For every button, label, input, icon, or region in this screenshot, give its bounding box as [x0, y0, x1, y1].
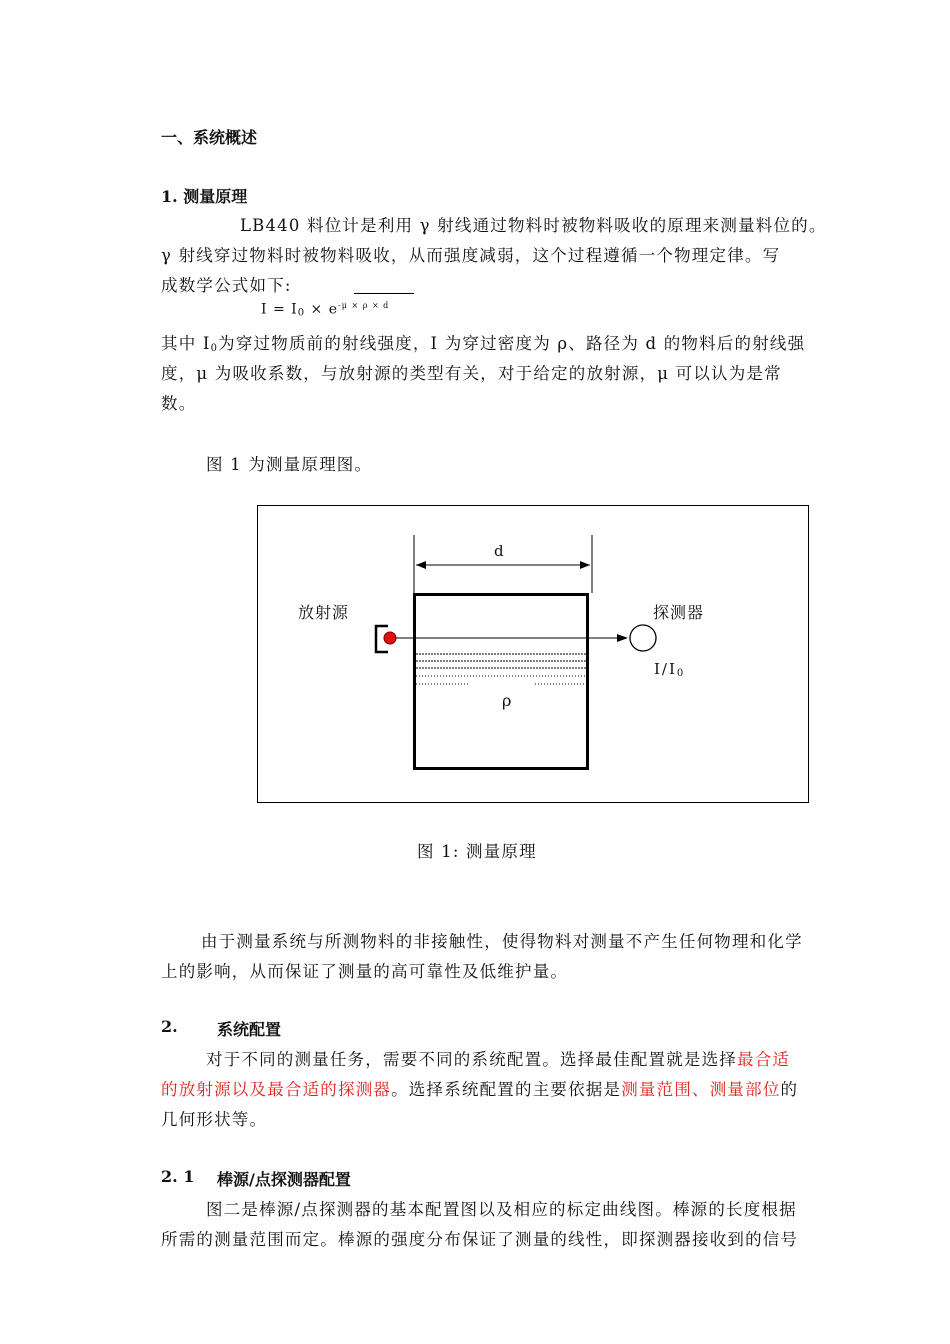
- paragraph-line: 其中 $I_0$为穿过物质前的射线强度，I 为穿过密度为 ρ、路径为 d 的物料后的射线强: [161, 334, 806, 354]
- section-2-1-number: 2. 1: [161, 1167, 195, 1186]
- figure-1-caption: 图 1: 测量原理: [417, 842, 537, 861]
- paragraph-line: 成数学公式如下:: [161, 276, 292, 295]
- paragraph-line: 的放射源以及最合适的探测器。选择系统配置的主要依据是测量范围、测量部位的: [161, 1080, 799, 1099]
- paragraph-line: 由于测量系统与所测物料的非接触性，使得物料对测量不产生任何物理和化学: [201, 932, 803, 951]
- paragraph-line: 几何形状等。: [161, 1110, 268, 1129]
- label-rho: ρ: [502, 691, 512, 710]
- section-2-heading: 系统配置: [217, 1020, 282, 1039]
- paragraph-line: 所需的测量范围而定。棒源的强度分布保证了测量的线性，即探测器接收到的信号: [161, 1230, 799, 1249]
- highlight-text: 测量范围、测量部位: [621, 1080, 781, 1099]
- paragraph-line: 图二是棒源/点探测器的基本配置图以及相应的标定曲线图。棒源的长度根据: [206, 1200, 797, 1219]
- paragraph-line: 对于不同的测量任务，需要不同的系统配置。选择最佳配置就是选择最合适: [206, 1050, 791, 1069]
- radiation-source-dot: [384, 632, 396, 644]
- label-source: 放射源: [298, 603, 350, 622]
- section-2-1-heading: 棒源/点探测器配置: [217, 1170, 351, 1189]
- paragraph-line: 度，μ 为吸收系数，与放射源的类型有关，对于给定的放射源，μ 可以认为是常: [161, 364, 782, 383]
- beam-arrowhead: [617, 634, 628, 642]
- dimension-arrow-left: [416, 561, 426, 569]
- section-heading-overview: 一、系统概述: [161, 128, 258, 147]
- paragraph-line: γ 射线穿过物料时被物料吸收，从而强度减弱，这个过程遵循一个物理定律。写: [161, 246, 781, 265]
- formula: $I = I_0 \times e^{-\mu \times \rho \times d}$: [261, 301, 390, 319]
- paragraph-line: 数。: [161, 394, 197, 413]
- detector-circle: [630, 625, 656, 651]
- figure-reference: 图 1 为测量原理图。: [206, 455, 373, 474]
- paragraph-line: 上的影响，从而保证了测量的高可靠性及低维护量。: [161, 962, 569, 981]
- highlight-text: 最合适: [737, 1050, 791, 1069]
- subsection-heading-principle: 1. 测量原理: [161, 187, 248, 206]
- highlight-text: 的放射源以及最合适的探测器: [161, 1080, 392, 1099]
- label-detector: 探测器: [653, 603, 705, 622]
- paragraph-line: LB440 料位计是利用 γ 射线通过物料时被物料吸收的原理来测量料位的。: [240, 216, 827, 235]
- label-intensity-ratio: $I/I_0$: [654, 660, 686, 679]
- label-d: d: [494, 542, 504, 560]
- dimension-arrow-right: [580, 561, 590, 569]
- section-2-number: 2.: [161, 1017, 178, 1036]
